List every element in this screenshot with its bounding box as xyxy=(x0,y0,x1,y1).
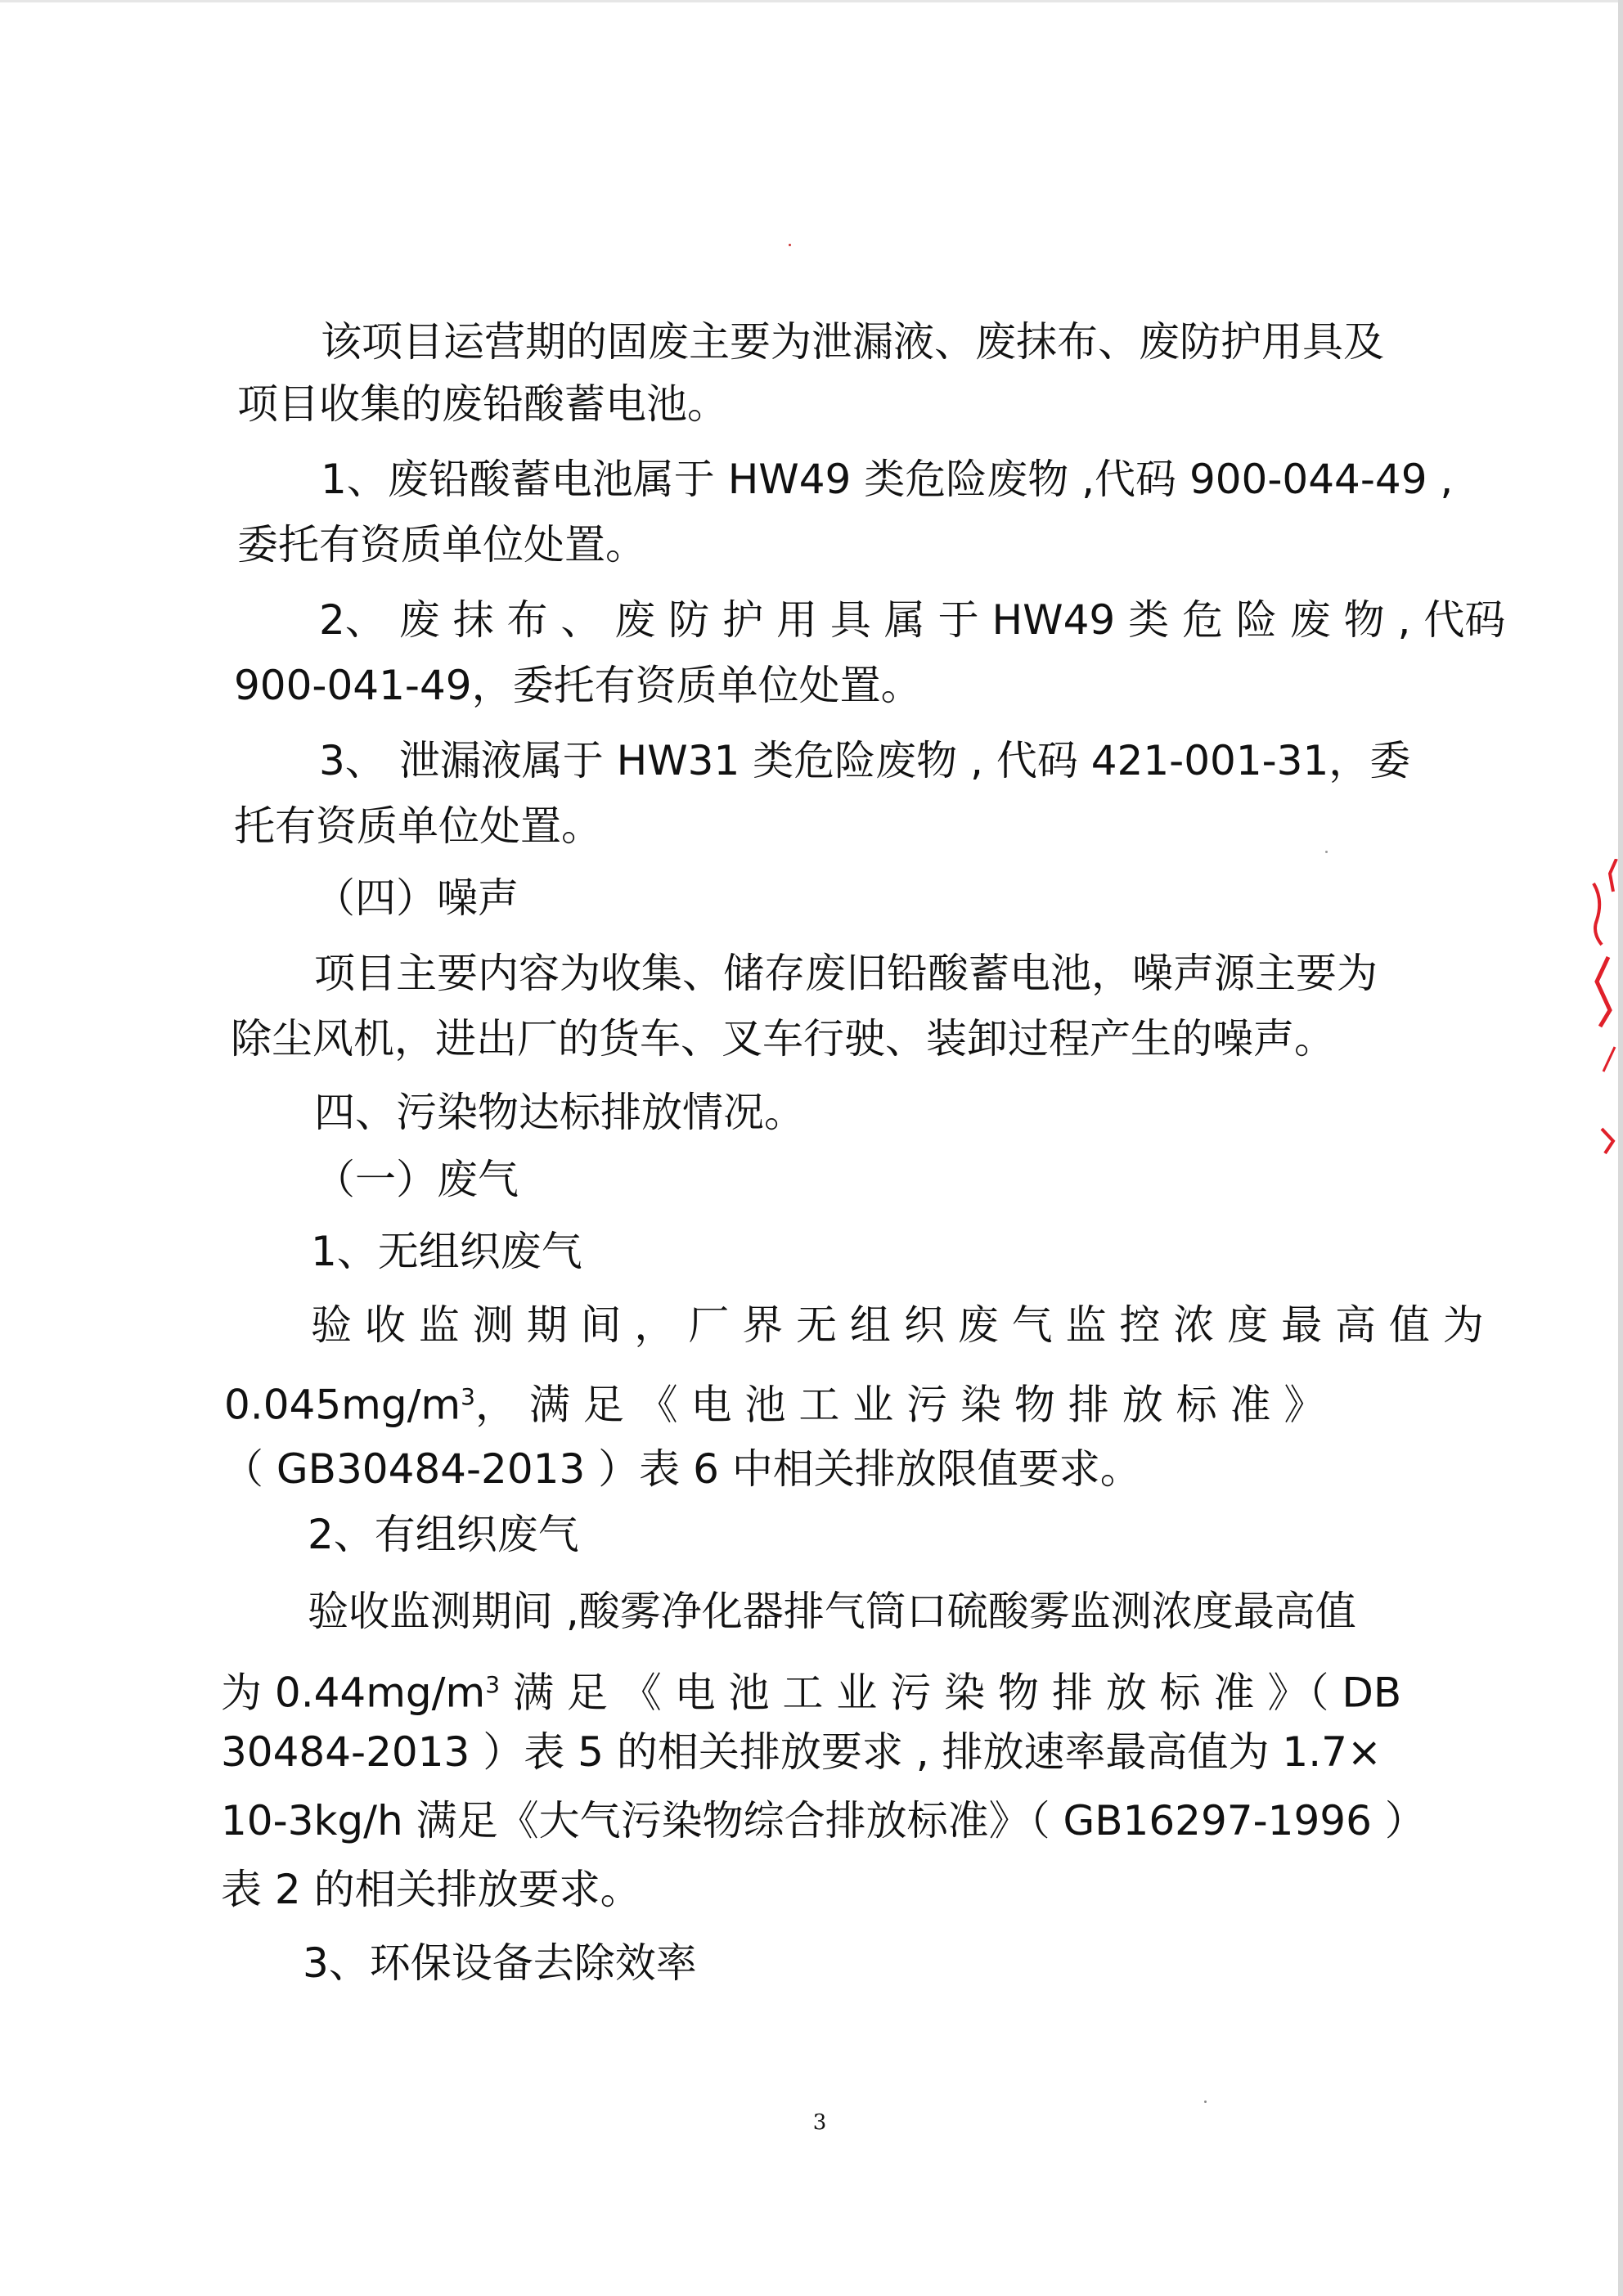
gas-1-line-1: 验 收 监 测 期 间 ， 厂 界 无 组 织 废 气 监 控 浓 度 最 高 值 为 xyxy=(311,1301,1484,1349)
scan-edge-right xyxy=(1618,0,1623,2296)
section-four-heading: 四、污染物达标排放情况。 xyxy=(314,1089,805,1136)
gas-1-heading: 1、无组织废气 xyxy=(311,1228,582,1275)
gas-1-standard: ， 满 足 《 电 池 工 业 污 染 物 排 放 标 准 》 xyxy=(474,1381,1325,1429)
paragraph-1-line-1: 该项目运营期的固废主要为泄漏液、废抹布、废防护用具及 xyxy=(321,318,1384,366)
gas-1-line-2 xyxy=(224,1373,1324,1430)
item-3-line-2: 托有资质单位处置。 xyxy=(234,802,602,850)
gas-2-line-3: 30484-2013 ）表 5 的相关排放要求 , 排放速率最高值为 1.7× xyxy=(221,1728,1382,1776)
gas-1-concentration: 0.045mg/m xyxy=(224,1381,461,1429)
gas-2-standard: 满 足 《 电 池 工 业 污 染 物 排 放 标 准 》（ DB xyxy=(500,1669,1402,1717)
scan-speck xyxy=(789,244,791,246)
section-gas-heading: （一）废气 xyxy=(314,1156,519,1203)
seal-edge-icon xyxy=(1585,859,1618,1170)
gas-2-superscript: 3 xyxy=(485,1671,501,1698)
gas-3-heading: 3、环保设备去除效率 xyxy=(303,1939,697,1987)
scan-edge-top xyxy=(0,0,1623,2)
item-1-line-1: 1、废铅酸蓄电池属于 HW49 类危险废物 ,代码 900-044-49 , xyxy=(321,456,1454,503)
gas-1-superscript: 3 xyxy=(461,1383,475,1410)
gas-2-line-4: 10-3kg/h 满足《大气污染物综合排放标准》（ GB16297-1996 ） xyxy=(221,1797,1426,1844)
item-2-line-2: 900-041-49，委托有资质单位处置。 xyxy=(234,662,922,709)
paragraph-1-line-2: 项目收集的废铅酸蓄电池。 xyxy=(237,380,728,428)
scan-speck xyxy=(1204,2101,1207,2103)
noise-line-1: 项目主要内容为收集、储存废旧铅酸蓄电池，噪声源主要为 xyxy=(314,950,1378,997)
item-3-line-1: 3、 泄漏液属于 HW31 类危险废物 , 代码 421-001-31，委 xyxy=(319,737,1411,784)
noise-line-2: 除尘风机，进出厂的货车、叉车行驶、装卸过程产生的噪声。 xyxy=(231,1015,1335,1063)
gas-2-concentration: 为 0.44mg/m xyxy=(221,1669,486,1717)
gas-2-line-2 xyxy=(221,1660,1401,1718)
gas-2-heading: 2、有组织废气 xyxy=(308,1511,579,1558)
item-2-line-1: 2、 废 抹 布 、 废 防 护 用 具 属 于 HW49 类 危 险 废 物 , 代码 xyxy=(319,596,1506,644)
scan-speck xyxy=(1325,851,1328,853)
gas-2-line-5: 表 2 的相关排放要求。 xyxy=(221,1866,641,1913)
gas-2-line-1: 验收监测期间 ,酸雾净化器排气筒口硫酸雾监测浓度最高值 xyxy=(308,1588,1356,1635)
red-seal-fragment xyxy=(1585,859,1618,1170)
page-number: 3 xyxy=(812,2110,827,2135)
section-noise-heading: （四）噪声 xyxy=(314,874,519,922)
item-1-line-2: 委托有资质单位处置。 xyxy=(237,521,646,568)
gas-1-line-3: （ GB30484-2013 ）表 6 中相关排放限值要求。 xyxy=(223,1445,1141,1493)
